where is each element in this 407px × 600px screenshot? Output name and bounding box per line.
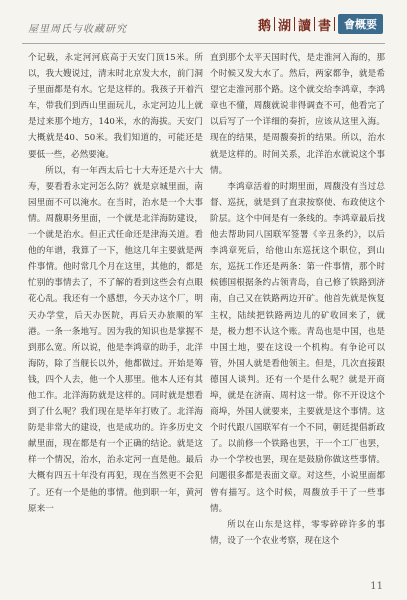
brand-char: 鹅 [257,18,271,34]
running-title: 屋里周氏与收藏研究 [28,24,127,35]
brand-logo [258,14,383,34]
text-column-left [28,50,203,570]
paragraph: 所以在山东是这样，零零碎碎许多的事情，设了一个农业考察，现在这个 [210,519,385,546]
brand-divider [334,17,335,31]
paragraph: 直到那个太平天国时代，是走淮河入海的，那个时候又发大水了。然后，两家都争，就是希望它走淮河那个路。这个就交给李鸿章，李鸿章也不懂，周馥就说非得调查不可，他看完了以后写了一个详细的奏折，应该从这里入海。现在的结果，是周馥奏折的结果。所以，治水就是这样的。时间关系，北洋治水就说这个事情。 [210,53,385,176]
brand-divider [274,17,275,31]
page-number: 11 [370,581,383,592]
brand-divider [314,17,315,31]
header-divider [22,43,385,44]
brand-tag: 會概要 [338,14,383,34]
paragraph: 李鸿章活着的时期里面，周馥没有当过总督、巡抚，就是到了直隶按察使、布政使这个阶层。这个中间是有一条线的。李鸿章最后找他去帮助同八国联军签署《辛丑条约》，以后李鸿章死后，给他山东巡抚这个职位，到山东，巡抚工作还是两条：第一件事情，那个时候德国根据条约占领青岛，自己修了铁路到济南，自己又在铁路两边开矿。他首先就是恢复主权，陆续把铁路两边儿的矿收回来了，就是，极力想不认这个账。青岛也是中国，也是中国土地，要在这设一个机构。有争论可以管，外国人就是看他领主。但是，几次直接跟德国人谈判。还有一个是什么呢？就是开商埠，就是在济南、周村这一带。你不开设这个商埠，外国人就要来，主要就是这个事情。这个时代跟八国联军有一个不同，朝廷提倡新政了。以前修一个铁路也罢，干一个工厂也罢，办一个学校也罢，现在是鼓励你做这些事情。问题很多都是表面文章。对这些，小说里面都曾有描写。这个时候，周馥放手干了一些事情。 [210,181,385,514]
brand-divider [294,17,295,31]
paragraph: 所以，有一年西太后七十大寿还是六十大寿，要看看永定河怎么防？就是京城里面，南园里面不可以淹水。在当时，治水是一个大事情。周馥职务里面，一个就是北洋海防建设，一个就是治水。但正式任命还是津海关道。看他的年谱，我算了一下，他这几年主要就是两件事情。他时常几个月在这里，其他的，都是忙别的事情去了，不了解的看到这些会有点眼花心乱。我还有一个感想，今天办这个厂，明天办学堂，后天办医院，再后天办旅顺的军港。一条一条地写。因为我的知识也是掌握不到那么宽。所以说，他是李鸿章的助手，北洋海防，除了当舰长以外，他都做过。开始是筹钱，四个人去，他一个人那里。他本人还有其他工作。北洋海防就是这样的。同时就是想看到了什么呢？我们现在是毕年打败了。北洋海防是非常大的建设，也是成功的。许多历史文献里面，现在都是有一个正确的结论。就是这样一个情况，治水，治永定河一直是他。最后大概有四五十年没有再犯，现在当然更不会犯了。还有一个是他的事情。他到职一年，黄河原来一 [28,165,203,514]
paragraph: 个记载，永定河河底高于天安门顶15米。所以，我大嫂说过，清末时北京发大水，前门洞子里面都是有水。它是这样的。我孩子开着汽车，带我们到西山里面玩儿，永定河边儿上就是过来那个地方，140米，水的海拔。天安门大概就是40、50米。我们知道的，可能还是要低一些，必然要淹。 [28,53,203,160]
brand-char: 讀 [297,18,311,34]
brand-char: 湖 [277,18,291,34]
text-column-right [210,50,385,570]
brand-char: 書 [317,18,331,34]
